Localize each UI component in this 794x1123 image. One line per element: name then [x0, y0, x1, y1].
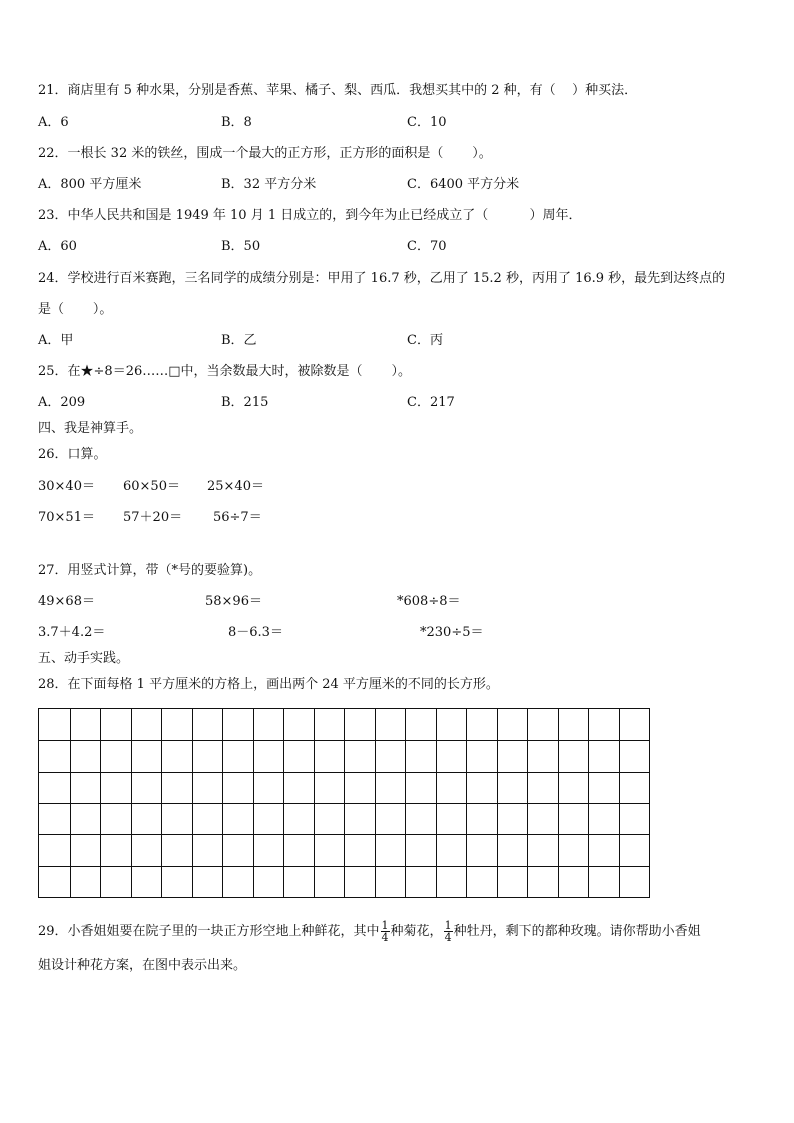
- q24-text-line1: 24．学校进行百米赛跑，三名同学的成绩分别是：甲用了 16.7 秒，乙用了 15.2 秒，丙用了 16.9 秒，最先到达终点的: [38, 271, 726, 286]
- q29-text-line2: 姐设计种花方案，在图中表示出来。: [38, 958, 247, 973]
- q26-problem: 70×51＝: [38, 510, 95, 525]
- grid-lines: [39, 709, 649, 897]
- q24-text-line2: 是（ ）。: [38, 302, 113, 317]
- q25-text: 25．在★÷8＝26……□中，当余数最大时，被除数是（ ）。: [38, 364, 411, 379]
- fraction-denominator: 4: [381, 931, 389, 944]
- q25-option-c: C．217: [407, 395, 455, 410]
- q25-option-b: B．215: [221, 395, 269, 410]
- q26-problem: 56÷7＝: [213, 510, 262, 525]
- q21-option-b: B．8: [221, 115, 252, 130]
- q22-option-b: B．32 平方分米: [221, 177, 317, 192]
- q29-text-part2: 种菊花，: [390, 924, 443, 939]
- q29-text-part3: 种牡丹，剩下的都种玫瑰。请你帮助小香姐: [453, 924, 701, 939]
- q24-option-b: B．乙: [221, 333, 257, 348]
- q27-title: 27．用竖式计算，带（*号的要验算)。: [38, 563, 262, 578]
- q29-text-line1: [38, 920, 701, 943]
- square-grid[interactable]: [38, 708, 650, 898]
- fraction-denominator: 4: [444, 931, 452, 944]
- q27-problem: *608÷8＝: [397, 594, 461, 609]
- q27-problem: 49×68＝: [38, 594, 95, 609]
- q23-option-b: B．50: [221, 239, 261, 254]
- q27-problem: 58×96＝: [205, 594, 262, 609]
- q26-problem: 60×50＝: [123, 479, 180, 494]
- q27-problem: 8－6.3＝: [228, 625, 283, 640]
- section-5-heading: 五、动手实践。: [38, 651, 130, 666]
- q21-text: 21．商店里有 5 种水果，分别是香蕉、苹果、橘子、梨、西瓜．我想买其中的 2 种，有（ ）种买法．: [38, 83, 638, 98]
- q23-option-a: A．60: [38, 239, 77, 254]
- fraction-one-quarter: [444, 920, 453, 943]
- q22-option-c: C．6400 平方分米: [407, 177, 520, 192]
- q27-problem: *230÷5＝: [420, 625, 484, 640]
- q21-option-c: C．10: [407, 115, 447, 130]
- q26-problem: 30×40＝: [38, 479, 95, 494]
- fraction-numerator: 1: [381, 919, 389, 932]
- q24-option-a: A．甲: [38, 333, 74, 348]
- q22-option-a: A．800 平方厘米: [38, 177, 142, 192]
- q25-option-a: A．209: [38, 395, 86, 410]
- q26-problem: 57＋20＝: [123, 510, 183, 525]
- q23-text: 23．中华人民共和国是 1949 年 10 月 1 日成立的，到今年为止已经成立了（ ）周年．: [38, 208, 582, 223]
- q22-text: 22．一根长 32 米的铁丝，围成一个最大的正方形，正方形的面积是（ ）。: [38, 146, 492, 161]
- q23-option-c: C．70: [407, 239, 447, 254]
- q21-option-a: A．6: [38, 115, 69, 130]
- q28-text: 28．在下面每格 1 平方厘米的方格上，画出两个 24 平方厘米的不同的长方形。: [38, 677, 499, 692]
- q24-option-c: C．丙: [407, 333, 443, 348]
- fraction-one-quarter: [381, 920, 390, 943]
- section-4-heading: 四、我是神算手。: [38, 421, 143, 436]
- q29-text-part1: 29．小香姐姐要在院子里的一块正方形空地上种鲜花，其中: [38, 924, 380, 939]
- q26-problem: 25×40＝: [207, 479, 264, 494]
- q26-title: 26．口算。: [38, 447, 107, 462]
- fraction-numerator: 1: [444, 919, 452, 932]
- q27-problem: 3.7＋4.2＝: [38, 625, 106, 640]
